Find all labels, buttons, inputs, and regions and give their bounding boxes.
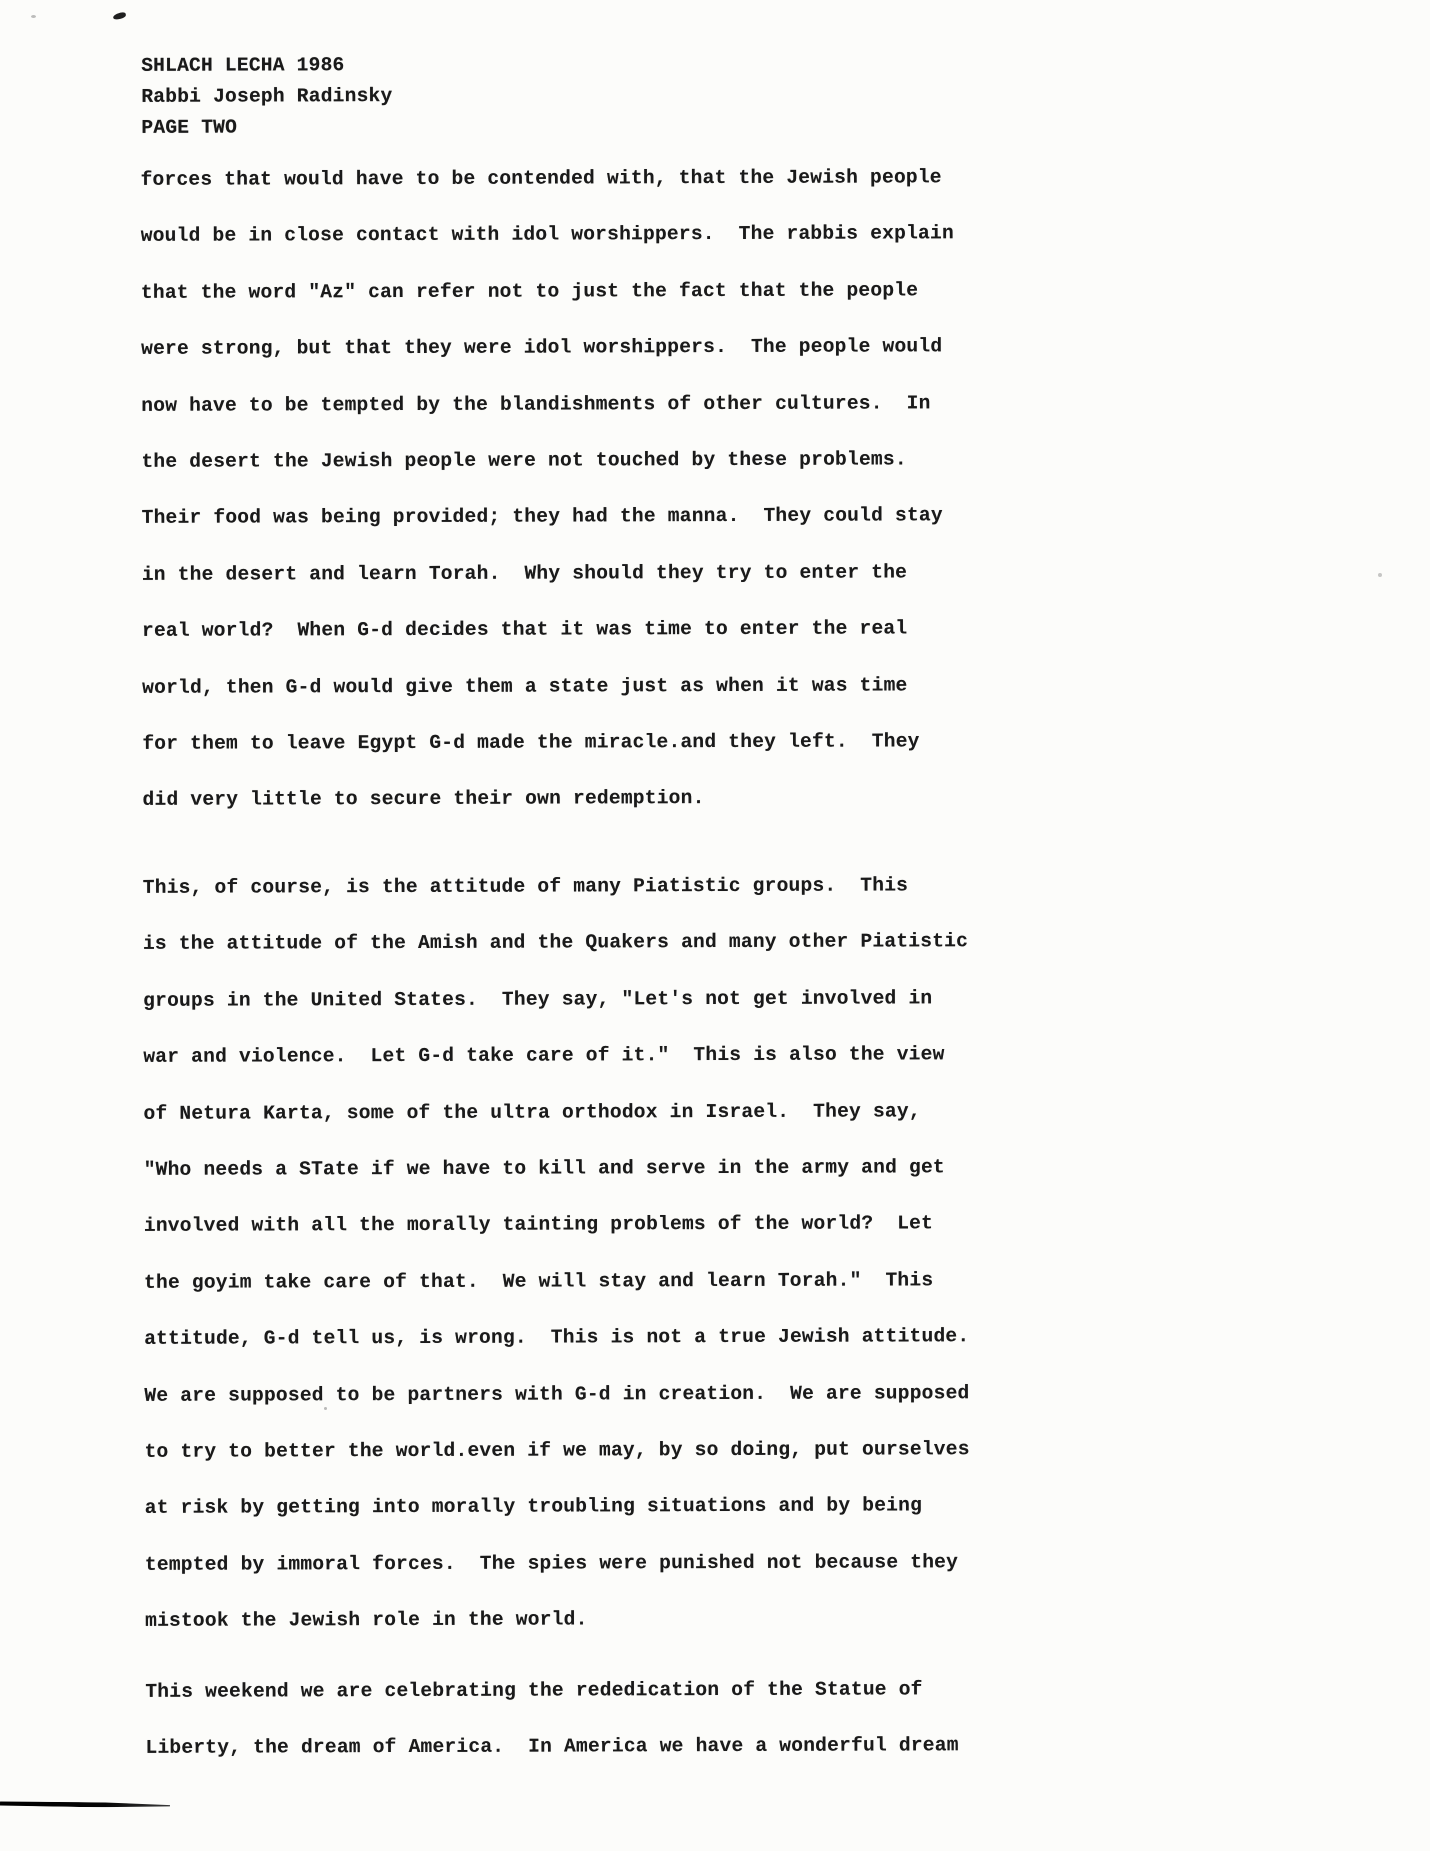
text-line: the goyim take care of that. We will stay and learn Torah." This — [143, 1269, 934, 1294]
text-line: is the attitude of the Amish and the Quakers and many other Piatistic — [142, 930, 969, 956]
text-line: at risk by getting into morally troubling situations and by being — [144, 1494, 923, 1520]
text-line: This, of course, is the attitude of many Piatistic groups. This — [142, 874, 909, 899]
document-header — [141, 50, 392, 144]
text-line: Their food was being provided; they had the manna. They could stay — [141, 504, 943, 530]
text-line: now have to be tempted by the blandishments of other cultures. In — [141, 391, 931, 417]
text-line: would be in close contact with idol worshippers. The rabbis explain — [140, 222, 954, 248]
text-line: We are supposed to be partners with G-d in creation. We are supposed — [144, 1381, 970, 1407]
paragraph-1 — [140, 149, 955, 828]
text-line: involved with all the morally tainting problems of the world? Let — [143, 1212, 934, 1238]
text-line: were strong, but that they were idol worshippers. The people would — [141, 335, 943, 361]
text-line: that the word "Az" can refer not to just the fact that the people — [140, 279, 919, 304]
paragraph-2 — [143, 857, 971, 1649]
text-line: to try to better the world.even if we may, by so doing, put ourselves — [144, 1438, 970, 1463]
text-line: of Netura Karta, some of the ultra orthodox in Israel. They say, — [143, 1099, 921, 1125]
text-line: real world? When G-d decides that it was time to enter the real — [141, 617, 908, 643]
paragraph-3 — [145, 1661, 959, 1776]
text-line: "Who needs a STate if we have to kill and serve in the army and get — [143, 1156, 945, 1181]
text-line: war and violence. Let G-d take care of it." This is also the view — [143, 1043, 945, 1069]
header-title: SHLACH LECHA 1986 — [141, 54, 345, 77]
text-line: in the desert and learn Torah. Why should they try to enter the — [141, 561, 908, 586]
header-author: Rabbi Joseph Radinsky — [141, 85, 393, 108]
text-line: for them to leave Egypt G-d made the miracle.and they left. They — [142, 730, 920, 755]
text-line: groups in the United States. They say, "Let's not get involved in — [143, 987, 933, 1012]
text-line: Liberty, the dream of America. In America we have a wonderful dream — [145, 1734, 959, 1760]
text-line: tempted by immoral forces. The spies were punished not because they — [144, 1551, 959, 1576]
text-line: mistook the Jewish role in the world. — [145, 1608, 588, 1633]
text-line: forces that would have to be contended with, that the Jewish people — [140, 166, 942, 191]
text-line: the desert the Jewish people were not touched by these problems. — [141, 448, 907, 473]
text-line: This weekend we are celebrating the rededication of the Statue of — [145, 1678, 923, 1703]
text-line: did very little to secure their own redemption. — [142, 787, 705, 812]
text-line: world, then G-d would give them a state just as when it was time — [142, 674, 908, 699]
text-line: attitude, G-d tell us, is wrong. This is not a true Jewish attitude. — [144, 1325, 970, 1351]
header-page-number: PAGE TWO — [141, 116, 238, 139]
